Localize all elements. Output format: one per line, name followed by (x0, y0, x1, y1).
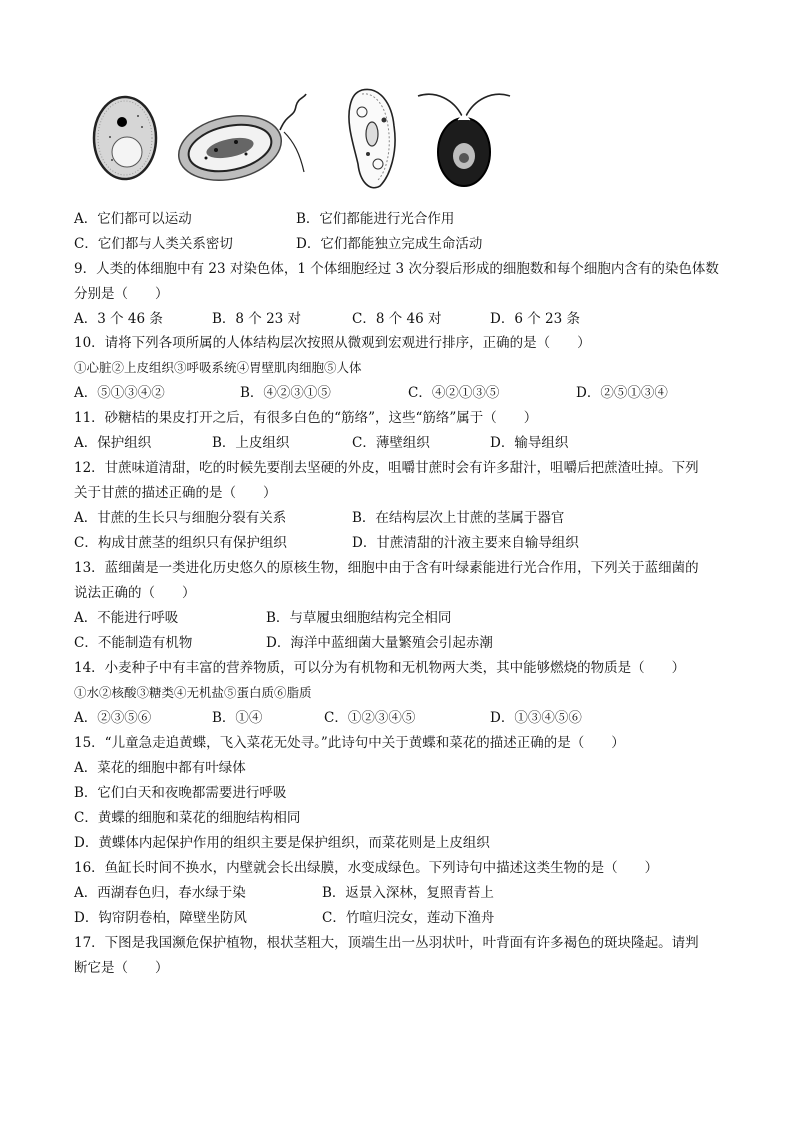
q11-option-a: A．保护组织 (74, 435, 152, 451)
chlamydomonas-figure (416, 86, 512, 190)
q15-stem: 15．“儿童急走追黄蝶，飞入菜花无处寻。”此诗句中关于黄蝶和菜花的描述正确的是（ ） (74, 735, 625, 751)
q10-stem: 10．请将下列各项所属的人体结构层次按照从微观到宏观进行排序，正确的是（ ） (74, 335, 591, 351)
q15-option-b: B．它们白天和夜晚都需要进行呼吸 (74, 785, 287, 801)
q8-option-a: A．它们都可以运动 (74, 211, 192, 227)
bacterium-figure (176, 92, 312, 184)
q8-option-b: B．它们都能进行光合作用 (296, 211, 455, 227)
paramecium-figure (340, 84, 406, 192)
q10-option-c: C．④②①③⑤ (408, 385, 500, 401)
q16-stem: 16．鱼缸长时间不换水，内壁就会长出绿膜，水变成绿色。下列诗句中描述这类生物的是（ ） (74, 860, 659, 876)
q13-stem-line1: 13．蓝细菌是一类进化历史悠久的原核生物，细胞中由于含有叶绿素能进行光合作用，下列关于蓝细菌的 (74, 560, 699, 576)
yeast-cell-figure (90, 92, 160, 184)
q10-option-b: B．④②③①⑤ (240, 385, 331, 401)
q13-option-c: C．不能制造有机物 (74, 635, 193, 651)
q13-stem-line2: 说法正确的（ ） (74, 585, 196, 601)
q11-option-c: C．薄壁组织 (352, 435, 430, 451)
q17-stem-line1: 17．下图是我国濒危保护植物，根状茎粗大，顶端生出一丛羽状叶，叶背面有许多褐色的斑块隆起。请判 (74, 935, 699, 951)
q16-option-d: D．钩帘阴卷柏，障壁坐防风 (74, 910, 247, 926)
q14-option-a: A．②③⑤⑥ (74, 710, 152, 726)
q11-option-b: B．上皮组织 (212, 435, 290, 451)
q12-stem-line1: 12．甘蔗味道清甜，吃的时候先要削去坚硬的外皮，咀嚼甘蔗时会有许多甜汁，咀嚼后把蔗渣吐掉。下列 (74, 460, 699, 476)
q9-stem-line1: 9．人类的体细胞中有 23 对染色体，1 个体细胞经过 3 次分裂后形成的细胞数和每个细胞内含有的染色体数 (74, 261, 719, 277)
q16-option-b: B．返景入深林，复照青苔上 (322, 885, 494, 901)
q14-option-b: B．①④ (212, 710, 263, 726)
q9-option-b: B．8 个 23 对 (212, 311, 302, 327)
q9-stem-line2: 分别是（ ） (74, 286, 169, 302)
q12-option-d: D．甘蔗清甜的汁液主要来自输导组织 (352, 535, 579, 551)
q16-option-c: C．竹喧归浣女，莲动下渔舟 (322, 910, 495, 926)
q9-option-c: C．8 个 46 对 (352, 311, 442, 327)
q10-option-d: D．②⑤①③④ (576, 385, 668, 401)
organism-figures (86, 84, 512, 192)
q12-stem-line2: 关于甘蔗的描述正确的是（ ） (74, 485, 277, 501)
q13-option-d: D．海洋中蓝细菌大量繁殖会引起赤潮 (266, 635, 493, 651)
q14-items: ①水②核酸③糖类④无机盐⑤蛋白质⑥脂质 (74, 685, 312, 700)
q14-option-c: C．①②③④⑤ (324, 710, 416, 726)
q8-option-c: C．它们都与人类关系密切 (74, 236, 233, 252)
q10-option-a: A．⑤①③④② (74, 385, 165, 401)
q9-option-d: D．6 个 23 条 (490, 311, 580, 327)
q15-option-c: C．黄蝶的细胞和菜花的细胞结构相同 (74, 810, 301, 826)
q13-option-a: A．不能进行呼吸 (74, 610, 179, 626)
q9-option-a: A．3 个 46 条 (74, 311, 163, 327)
q11-option-d: D．输导组织 (490, 435, 569, 451)
q14-option-d: D．①③④⑤⑥ (490, 710, 582, 726)
q10-items: ①心脏②上皮组织③呼吸系统④胃壁肌肉细胞⑤人体 (74, 360, 362, 375)
q13-option-b: B．与草履虫细胞结构完全相同 (266, 610, 452, 626)
q11-stem: 11．砂糖桔的果皮打开之后，有很多白色的“筋络”，这些“筋络”属于（ ） (74, 410, 538, 426)
q12-option-b: B．在结构层次上甘蔗的茎属于器官 (352, 510, 565, 526)
q16-option-a: A．西湖春色归，春水绿于染 (74, 885, 246, 901)
q17-stem-line2: 断它是（ ） (74, 960, 169, 976)
q12-option-a: A．甘蔗的生长只与细胞分裂有关系 (74, 510, 287, 526)
q15-option-d: D．黄蝶体内起保护作用的组织主要是保护组织，而菜花则是上皮组织 (74, 835, 490, 851)
q14-stem: 14．小麦种子中有丰富的营养物质，可以分为有机物和无机物两大类，其中能够燃烧的物质是（ ） (74, 660, 686, 676)
q15-option-a: A．菜花的细胞中都有叶绿体 (74, 760, 246, 776)
q8-option-d: D．它们都能独立完成生命活动 (296, 236, 483, 252)
q12-option-c: C．构成甘蔗茎的组织只有保护组织 (74, 535, 287, 551)
